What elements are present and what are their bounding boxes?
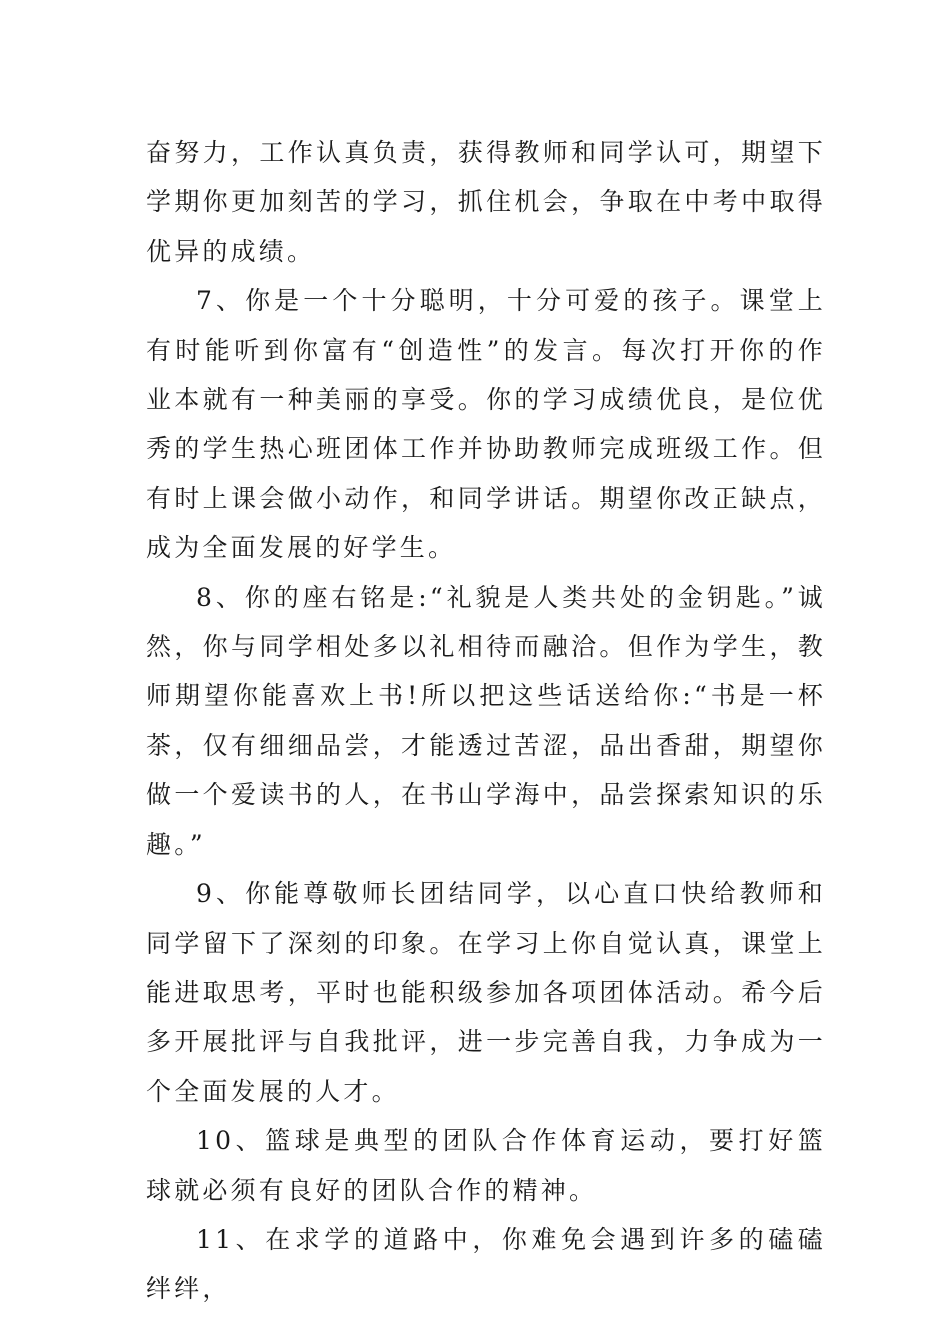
paragraph-10: 10、篮球是典型的团队合作体育运动，要打好篮球就必须有良好的团队合作的精神。 (146, 1126, 826, 1205)
paragraph-continued: 奋努力，工作认真负责，获得教师和同学认可，期望下学期你更加刻苦的学习，抓住机会，争取在中考中取得优异的成绩。 (146, 138, 826, 266)
paragraph-7: 7、你是一个十分聪明，十分可爱的孩子。课堂上有时能听到你富有“创造性”的发言。每次打开你的作业本就有一种美丽的享受。你的学习成绩优良，是位优秀的学生热心班团体工作并协助教师完成班级工作。但有时上课会做小动作，和同学讲话。期望你改正缺点，成为全面发展的好学生。 (146, 286, 826, 563)
paragraph-11: 11、在求学的道路中，你难免会遇到许多的磕磕绊绊， (146, 1224, 826, 1304)
document-body (146, 128, 826, 1314)
paragraph-9: 9、你能尊敬师长团结同学，以心直口快给教师和同学留下了深刻的印象。在学习上你自觉认真，课堂上能进取思考，平时也能积级参加各项团体活动。希今后多开展批评与自我批评，进一步完善自我，力争成为一个全面发展的人才。 (146, 879, 826, 1106)
paragraph-8: 8、你的座右铭是:“礼貌是人类共处的金钥匙。”诚然，你与同学相处多以礼相待而融洽。但作为学生，教师期望你能喜欢上书!所以把这些话送给你:“书是一杯茶，仅有细细品尝，才能透过苦涩，品出香甜，期望你做一个爱读书的人，在书山学海中，品尝探索知识的乐趣。” (146, 582, 826, 859)
